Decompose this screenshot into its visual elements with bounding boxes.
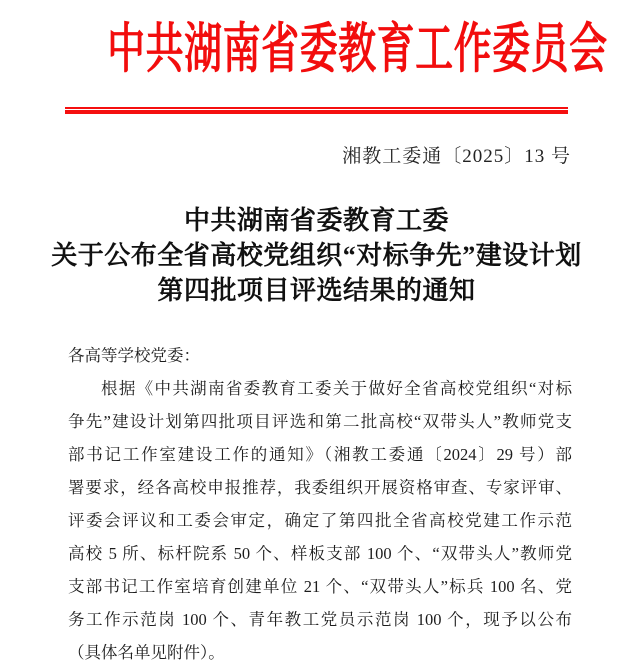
- letterhead-organization-name: 中共湖南省委教育工作委员会: [107, 19, 608, 79]
- body-line: 务工作示范岗 100 个、青年教工党员示范岗 100 个，现予以公布: [68, 610, 572, 629]
- document-title-line-1: 中共湖南省委教育工委: [183, 206, 449, 235]
- letterhead: [0, 19, 633, 79]
- closing-line: （具体名单见附件）。: [68, 643, 225, 662]
- body-line: 高校 5 所、标杆院系 50 个、样板支部 100 个、“双带头人”教师党: [68, 544, 572, 563]
- document-body: [68, 339, 572, 668]
- document-title: [0, 203, 633, 308]
- document-reference-number: 湘教工委通〔2025〕13 号: [342, 146, 571, 167]
- body-line: 支部书记工作室培育创建单位 21 个、“双带头人”标兵 100 名、党: [68, 577, 572, 596]
- body-line: 争先”建设计划第四批项目评选和第二批高校“双带头人”教师党支: [68, 412, 572, 431]
- body-line: 署要求，经各高校申报推荐，我委组织开展资格审查、专家评审、: [68, 478, 572, 497]
- red-rule-thick-line: [65, 110, 568, 114]
- body-line: 部书记工作室建设工作的通知》（湘教工委通〔2024〕29 号）部: [68, 445, 572, 464]
- letterhead-red-rule: [65, 107, 568, 114]
- body-line: 根据《中共湖南省委教育工委关于做好全省高校党组织“对标: [101, 379, 572, 398]
- body-line: 评委会评议和工委会审定，确定了第四批全省高校党建工作示范: [68, 511, 572, 530]
- document-title-line-3: 第四批项目评选结果的通知: [157, 276, 476, 305]
- document-title-line-2: 关于公布全省高校党组织“对标争先”建设计划: [51, 241, 582, 270]
- salutation-line: 各高等学校党委：: [68, 346, 200, 365]
